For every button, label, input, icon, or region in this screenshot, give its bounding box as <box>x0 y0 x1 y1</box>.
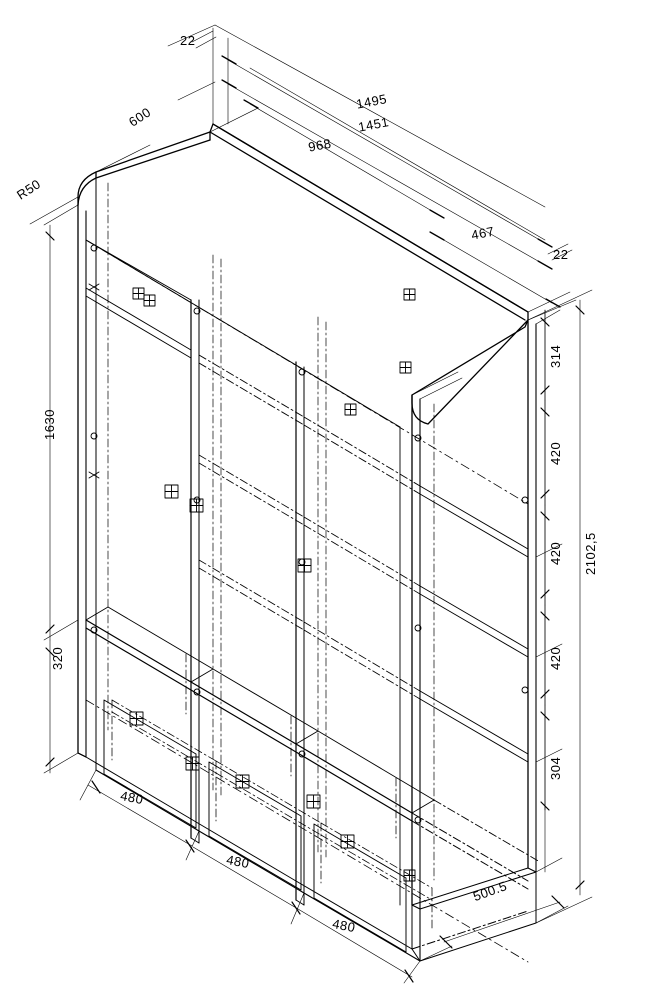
dim-depth-top-left: 600 <box>126 104 154 130</box>
dim-door-width-3: 480 <box>331 916 357 936</box>
dim-shelf-gap-4: 420 <box>548 646 563 670</box>
dim-overall-top-width: 1495 <box>355 91 389 112</box>
drawer-front-faces <box>104 700 406 952</box>
shelf-1 <box>86 288 528 557</box>
dim-door-width-2: 480 <box>225 852 251 872</box>
dim-shelf-gap-2: 420 <box>548 441 563 465</box>
shelf-3 <box>199 560 528 762</box>
base-plinth <box>412 868 536 961</box>
dim-overall-height: 2102,5 <box>583 532 598 575</box>
dim-radius-top-left: R50 <box>14 176 44 203</box>
dim-door-width-1: 480 <box>119 788 145 808</box>
back-panel <box>86 240 528 962</box>
dim-shelf-gap-5: 304 <box>548 756 563 780</box>
hardware-symbols <box>89 245 528 881</box>
dim-base-depth: 500.5 <box>471 878 510 905</box>
dimension-lines <box>30 25 592 983</box>
dim-inner-top-width: 1451 <box>357 114 391 135</box>
right-side-panel <box>528 320 536 872</box>
dim-left-section-width: 968 <box>307 135 333 155</box>
front-right-edge <box>412 395 420 909</box>
hidden-divider-lines <box>108 183 434 880</box>
vertical-divider-2 <box>296 362 304 905</box>
dim-shelf-gap-1: 314 <box>548 344 563 368</box>
dim-top-thickness-right: 22 <box>553 247 569 262</box>
dim-shelf-gap-3: 420 <box>548 541 563 565</box>
dim-upper-height: 1630 <box>42 409 57 440</box>
drawer-hidden-lines <box>112 654 432 930</box>
shelf-2 <box>199 455 528 657</box>
dim-lower-height: 320 <box>50 646 65 670</box>
dim-right-section-width: 467 <box>470 223 496 243</box>
dim-top-thickness-left: 22 <box>180 33 196 48</box>
mid-divider-shelf <box>86 607 540 889</box>
